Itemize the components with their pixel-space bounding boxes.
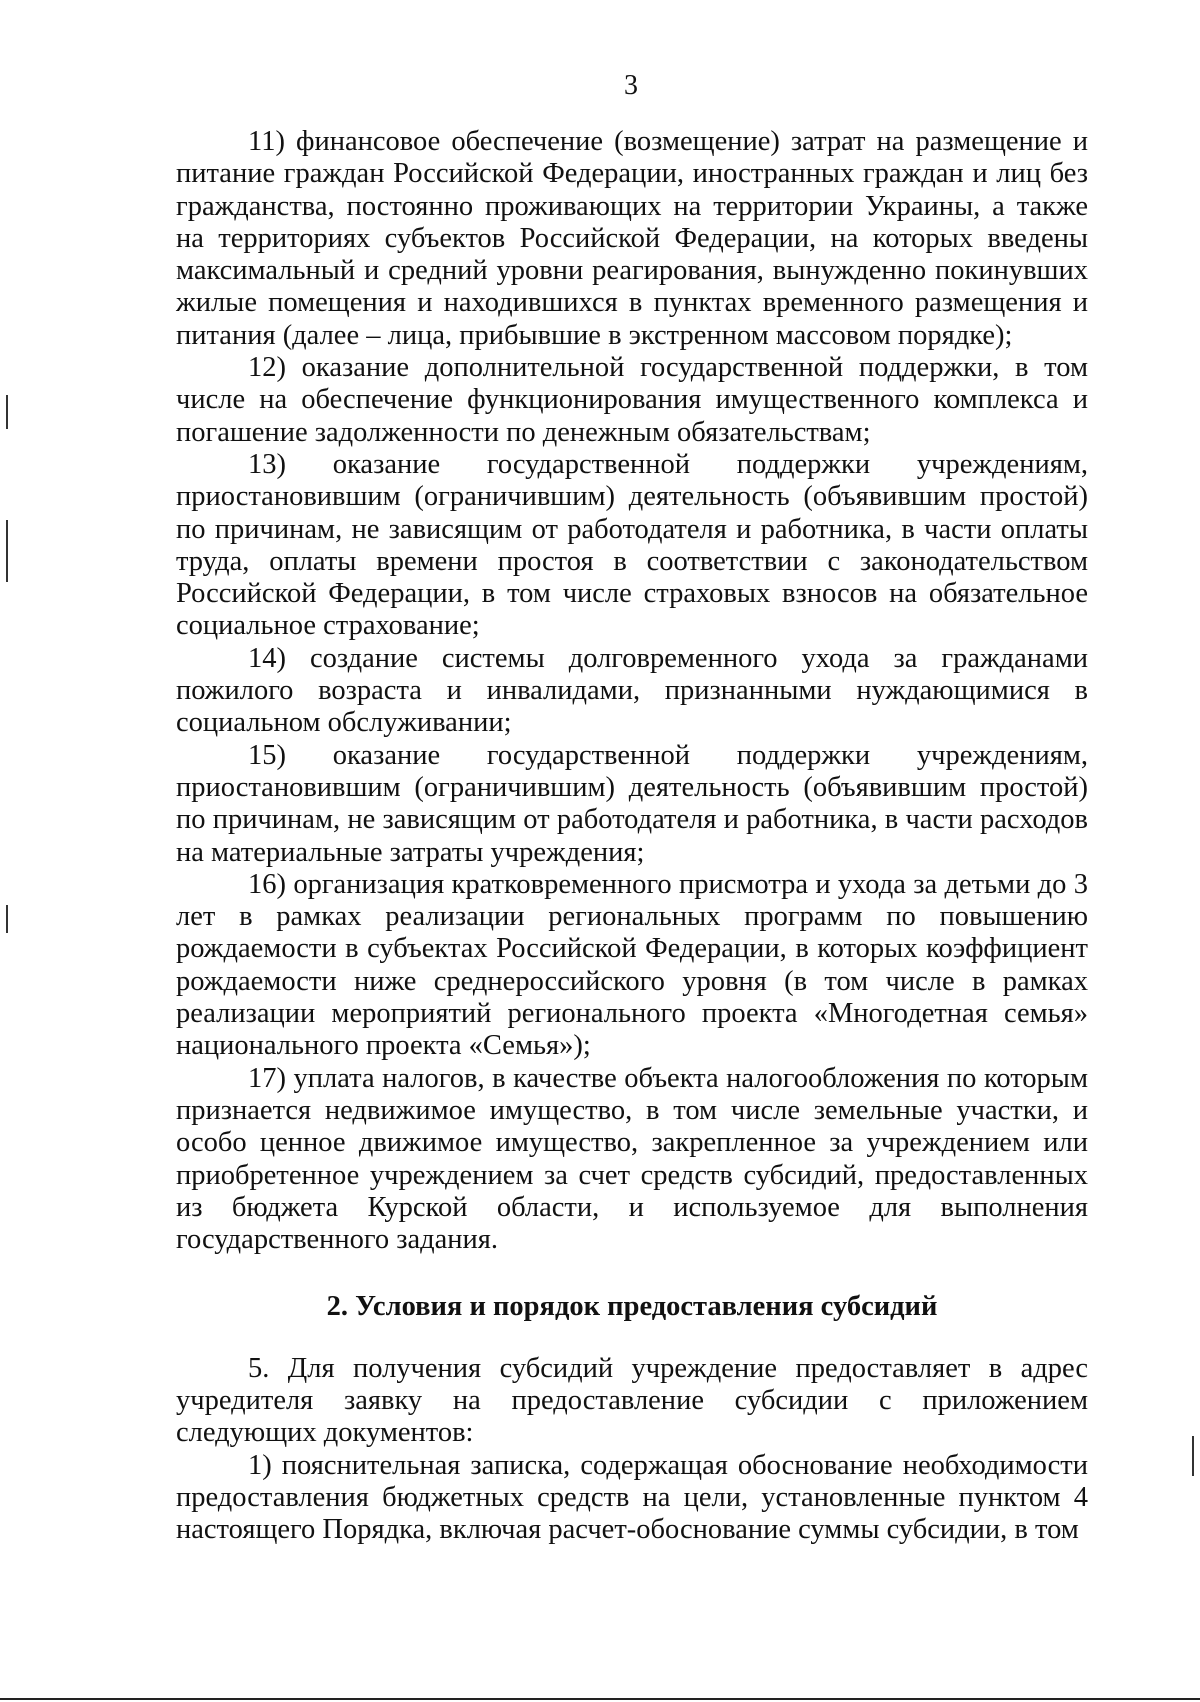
paragraph-subitem-1: 1) пояснительная записка, содержащая обоснование необходимости предоставления бюджетных средств на цели, установленные пунктом 4 настоящего Порядка, включая расчет-обоснование суммы субсидии, в том [176, 1449, 1088, 1546]
scan-mark-left-top [6, 395, 8, 429]
page-number: 3 [624, 70, 638, 101]
scan-edge-line [0, 1698, 1200, 1700]
paragraph-item-15: 15) оказание государственной поддержки учреждениям, приостановившим (ограничившим) деятельность (объявившим простой) по причинам, не зависящим от работодателя и работника, в части расходов на материальные затраты учреждения; [176, 739, 1088, 868]
document-body [176, 126, 1088, 1546]
paragraph-item-13: 13) оказание государственной поддержки учреждениям, приостановившим (ограничившим) деятельность (объявившим простой) по причинам, не зависящим от работодателя и работника, в части оплаты труда, оплаты времени простоя в соответствии с законодательством Российской Федерации, в том числе страховых взносов на обязательное социальное страхование; [176, 448, 1088, 642]
paragraph-item-12: 12) оказание дополнительной государственной поддержки, в том числе на обеспечение функционирования имущественного комплекса и погашение задолженности по денежным обязательствам; [176, 352, 1088, 448]
section-heading: 2. Условия и порядок предоставления субсидий [326, 1291, 938, 1323]
paragraph-item-16: 16) организация кратковременного присмотра и ухода за детьми до 3 лет в рамках реализации региональных программ по повышению рождаемости в субъектах Российской Федерации, в которых коэффициент рождаемости ниже среднероссийского уровня (в том числе в рамках реализации мероприятий регионального проекта «Многодетная семья» национального проекта «Семья»); [176, 868, 1088, 1062]
paragraph-item-14: 14) создание системы долговременного ухода за гражданами пожилого возраста и инвалидами, признанными нуждающимися в социальном обслуживании; [176, 642, 1088, 739]
paragraph-item-17: 17) уплата налогов, в качестве объекта налогообложения по которым признается недвижимое имущество, в том числе земельные участки, и особо ценное движимое имущество, закрепленное за учреждением или приобретенное учреждением за счет средств субсидий, предоставленных из бюджета Курской области, и используемое для выполнения государственного задания. [176, 1062, 1088, 1256]
scan-mark-left-low [6, 905, 8, 933]
scan-mark-right [1192, 1436, 1194, 1476]
scan-mark-left-mid [6, 520, 8, 582]
paragraph-clause-5: 5. Для получения субсидий учреждение предоставляет в адрес учредителя заявку на предоставление субсидии с приложением следующих документов: [176, 1352, 1088, 1449]
paragraph-item-11: 11) финансовое обеспечение (возмещение) затрат на размещение и питание граждан Российской Федерации, иностранных граждан и лиц без гражданства, постоянно проживающих на территории Украины, а также на территориях субъектов Российской Федерации, на которых введены максимальный и средний уровни реагирования, вынужденно покинувших жилые помещения и находившихся в пунктах временного размещения и питания (далее – лица, прибывшие в экстренном массовом порядке); [176, 126, 1088, 351]
